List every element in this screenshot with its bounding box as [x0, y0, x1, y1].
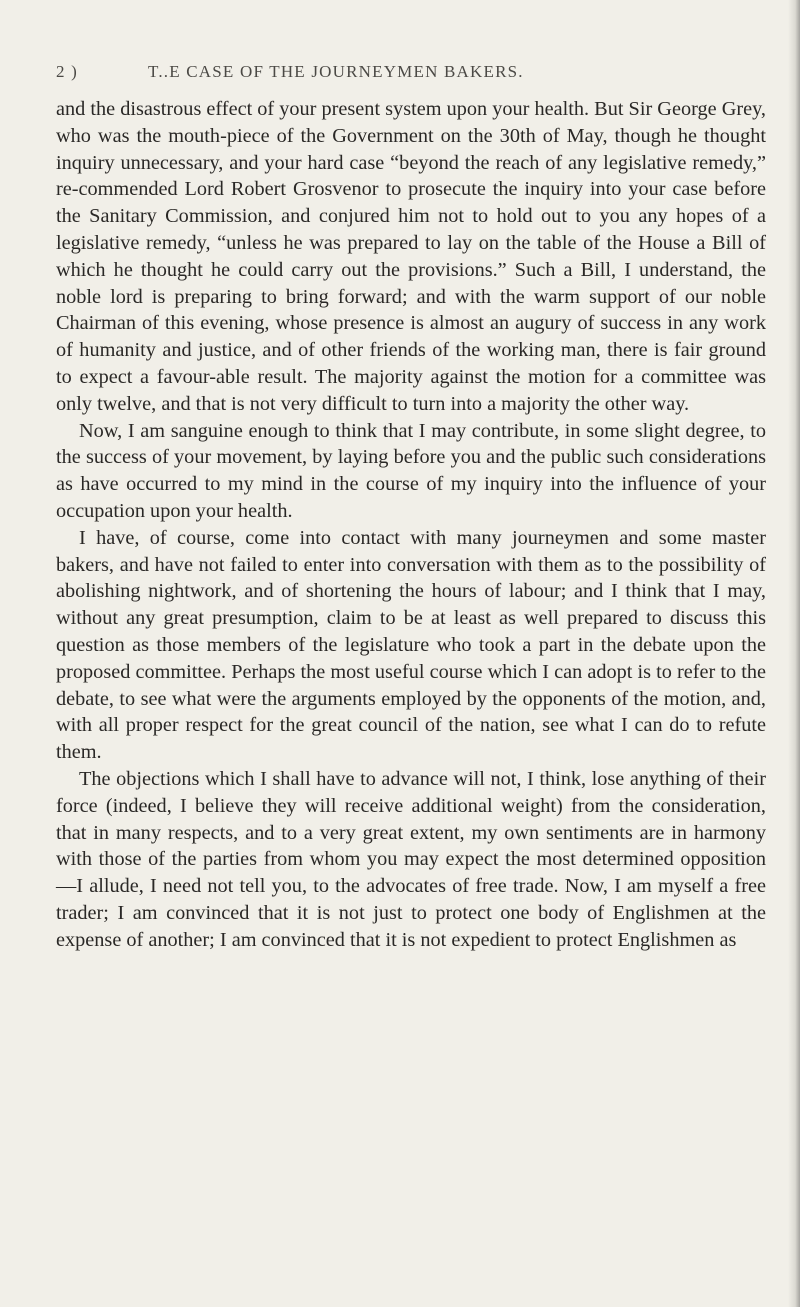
- running-title: T..E CASE OF THE JOURNEYMEN BAKERS.: [148, 62, 524, 81]
- page-edge-shadow: [788, 0, 800, 1307]
- page-body: [56, 96, 766, 954]
- paragraph-3: I have, of course, come into contact with many journeymen and some master bakers, and have not failed to enter into conversation with them as to the possibility of abolishing nightwork, and of shortening the hours of labour; and I think that I may, without any great presumption, claim to be at least as well prepared to discuss this question as those members of the legislature who took a part in the debate upon the proposed committee. Perhaps the most useful course which I can adopt is to refer to the debate, to see what were the arguments employed by the opponents of the motion, and, with all proper respect for the great council of the nation, see what I can do to refute them.: [56, 526, 766, 764]
- page-header: [56, 62, 766, 86]
- page-number: 2 ): [56, 62, 79, 81]
- paragraph-2: Now, I am sanguine enough to think that I may contribute, in some slight degree, to the success of your movement, by laying before you and the public such considerations as have occurred to my mind in the course of my inquiry into the influence of your occupation upon your health.: [56, 419, 766, 522]
- paragraph-1: and the disastrous effect of your present system upon your health. But Sir George Grey, who was the mouth-piece of the Government on the 30th of May, though he thought inquiry unnecessary, and your hard case “beyond the reach of any legislative remedy,” re-commended Lord Robert Grosvenor to prosecute the inquiry into your case before the Sanitary Commission, and conjured him not to hold out to you any hopes of a legislative remedy, “unless he was prepared to lay on the table of the House a Bill of which he thought he could carry out the provisions.” Such a Bill, I understand, the noble lord is preparing to bring forward; and with the warm support of our noble Chairman of this evening, whose presence is almost an augury of success in any work of humanity and justice, and of other friends of the working man, there is fair ground to expect a favour-able result. The majority against the motion for a committee was only twelve, and that is not very difficult to turn into a majority the other way.: [56, 98, 766, 415]
- paragraph-4: The objections which I shall have to advance will not, I think, lose anything of their force (indeed, I believe they will receive additional weight) from the consideration, that in many respects, and to a very great extent, my own sentiments are in harmony with those of the parties from whom you may expect the most determined opposition—I allude, I need not tell you, to the advocates of free trade. Now, I am myself a free trader; I am convinced that it is not just to protect one body of Englishmen at the expense of another; I am convinced that it is not expedient to protect Englishmen as: [56, 767, 766, 951]
